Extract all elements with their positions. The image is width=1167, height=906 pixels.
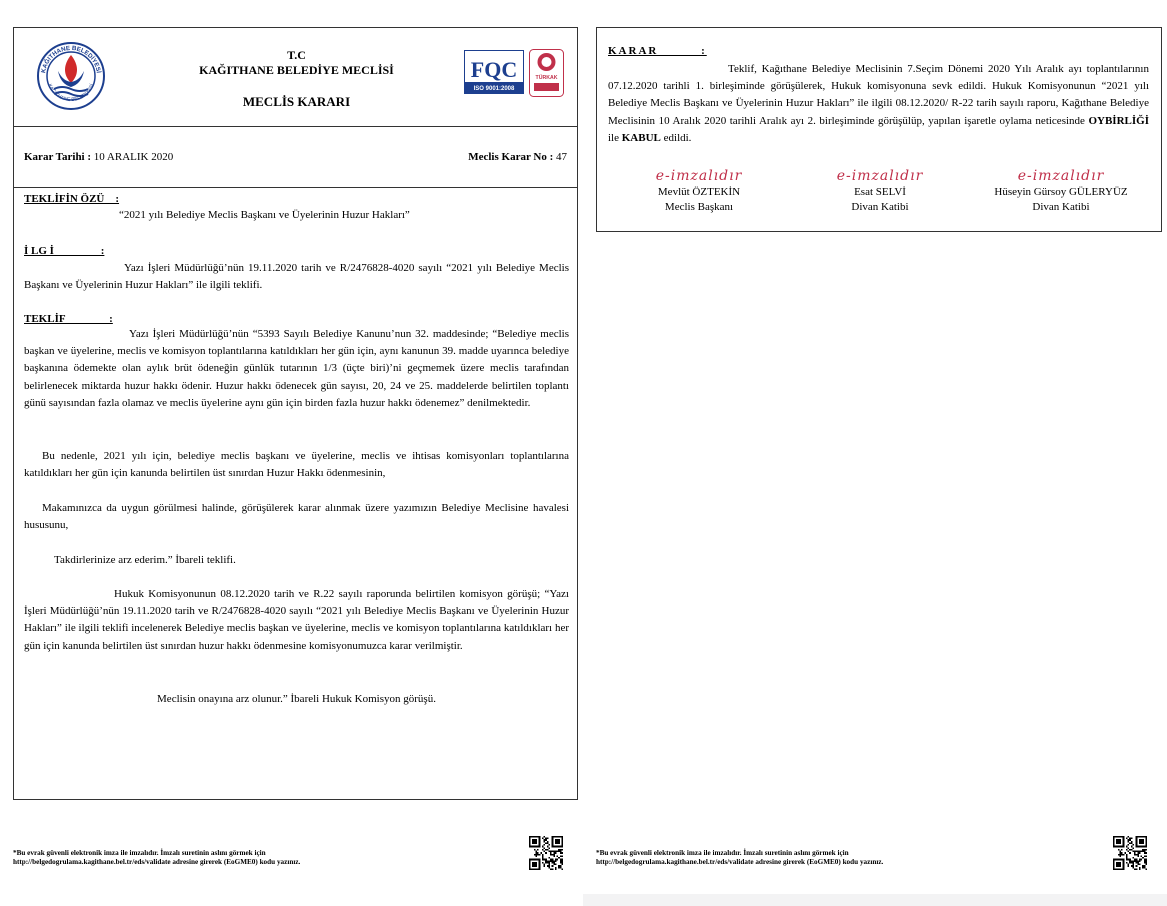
decision-number — [468, 151, 567, 163]
page-2-footer — [596, 849, 883, 867]
ilgi-text: Yazı İşleri Müdürlüğü’nün 19.11.2020 tarih ve R/2476828-4020 sayılı “2021 yılı Belediye Meclis Başkanı ve Üyelerinin Huzur Hakları” ile ilgili teklifi. — [24, 262, 569, 292]
signer-name: Hüseyin Gürsoy GÜLERYÜZ — [994, 186, 1128, 198]
svg-text:FQC: FQC — [470, 57, 518, 82]
decision-date-value: 10 ARALIK 2020 — [91, 151, 174, 163]
svg-text:ISO 9001:2008: ISO 9001:2008 — [473, 86, 515, 92]
footer-notice: *Bu evrak güvenli elektronik imza ile imzalıdır. İmzalı suretinin aslını görmek için — [596, 849, 849, 857]
e-signature-stamp: e-imzalıdır — [655, 168, 743, 184]
e-signature-stamp: e-imzalıdır — [836, 168, 924, 184]
teklif-ozu-text: “2021 yılı Belediye Meclis Başkanı ve Üyelerinin Huzur Hakları” — [119, 209, 410, 221]
decision-number-value: 47 — [553, 151, 567, 163]
karar-text — [608, 61, 1149, 147]
turkak-accreditation-logo — [529, 49, 564, 97]
fqc-certification-logo — [464, 50, 524, 94]
karar-heading: KARAR : — [608, 45, 707, 57]
header-divider — [14, 126, 577, 127]
decision-number-label: Meclis Karar No : — [468, 151, 554, 163]
header-institution: KAĞITHANE BELEDİYE MECLİSİ — [199, 63, 394, 77]
svg-text:KAĞITHANE BELEDİYESİ: KAĞITHANE BELEDİYESİ — [46, 83, 96, 104]
teklif-ozu-heading: TEKLİFİN ÖZÜ : — [24, 193, 120, 205]
signature-block — [609, 169, 789, 215]
footer-notice: *Bu evrak güvenli elektronik imza ile imzalıdır. İmzalı suretinin aslını görmek için — [13, 849, 266, 857]
viewer-bottom-bar — [583, 894, 1167, 906]
decision-date — [24, 151, 173, 163]
footer-validation-link[interactable]: http://belgedogrulama.kagithane.bel.tr/eds/validate adresine girerek (EoGME0) kodu yazınız. — [13, 858, 301, 866]
qr-code-icon — [529, 836, 563, 870]
header-tc: T.C — [287, 48, 306, 62]
footer-validation-link[interactable]: http://belgedogrulama.kagithane.bel.tr/eds/validate adresine girerek (EoGME0) kodu yazınız. — [596, 858, 884, 866]
karar-text-main: Teklif, Kağıthane Belediye Meclisinin 7.Seçim Dönemi 2020 Yılı Aralık ayı toplantılarının 07.12.2020 tarihli 1. birleşiminde görüşülerek, Hukuk komisyonuna sevk edildi. Hukuk Komisyonunun “2021 yılı Belediye Meclis Başkanı ve Üyelerinin Huzur Hakları” ile ilgili 08.12.2020/ R-22 tarih sayılı raporu, Kağıthane Belediye Meclisinin 10 Aralık 2020 tarihli Aralık ayı 2. birleşiminde görüşülüp, yapılan işaretle oylama neticesinde — [608, 63, 1149, 127]
page-1-footer — [13, 849, 300, 867]
meta-divider — [14, 187, 577, 188]
teklif-paragraph-6: Meclisin onayına arz olunur.” İbareli Hukuk Komisyon görüşü. — [157, 693, 436, 705]
karar-accepted: KABUL — [621, 131, 661, 144]
teklif-heading: TEKLİF : — [24, 313, 113, 325]
teklif-paragraph-3: Makamınızca da uygun görülmesi halinde, görüşülerek karar alınmak üzere yazımızın Belediye Meclisine havalesi hususunu, — [24, 502, 569, 532]
decision-date-label: Karar Tarihi : — [24, 151, 92, 163]
signer-name: Esat SELVİ — [854, 186, 906, 198]
teklif-paragraph-2: Bu nedenle, 2021 yılı için, belediye meclis başkanı ve üyelerine, meclis ve ihtisas komisyonları toplantılarına katıldıkları her gün için kanunda belirtilen üst sınırdan Huzur Hakkı ödenmesinin, — [24, 450, 569, 480]
svg-text:TÜRKAK: TÜRKAK — [535, 75, 558, 81]
signature-block — [971, 169, 1151, 215]
karar-text-end: edildi. — [660, 131, 692, 144]
document-title: MECLİS KARARI — [242, 94, 351, 109]
municipality-seal-logo — [36, 41, 106, 111]
svg-text:KAĞITHANE BELEDİYESİ: KAĞITHANE BELEDİYESİ — [40, 44, 102, 74]
signer-role: Divan Katibi — [851, 201, 909, 213]
teklif-paragraph-4: Takdirlerinize arz ederim.” İbareli teklifi. — [54, 554, 236, 566]
decision-page-2 — [596, 27, 1162, 232]
ilgi-heading: İ LG İ : — [24, 245, 105, 257]
karar-text-ile: ile — [608, 131, 622, 144]
signature-block — [790, 169, 970, 215]
signer-role: Divan Katibi — [1032, 201, 1090, 213]
e-signature-stamp: e-imzalıdır — [1017, 168, 1105, 184]
signer-name: Mevlüt ÖZTEKİN — [657, 186, 741, 198]
teklif-paragraph-5: Hukuk Komisyonunun 08.12.2020 tarih ve R.22 sayılı raporunda belirtilen komisyon görüşü; “Yazı İşleri Müdürlüğü’nün 19.11.2020 tarih ve R/2476828-4020 sayılı “2021 yılı Belediye Meclis Başkanı ve Üyelerinin Huzur Hakları” ile ilgili teklifi incelenerek Belediye meclis başkan ve üyelerine, meclis ve komisyon toplantılarına katıldıkları her gün için kanunda belirtilen üst sınırdan huzur hakkı ödenmesine komisyonumuzca karar verilmiştir. — [24, 588, 569, 652]
qr-code-icon — [1113, 836, 1147, 870]
signer-role: Meclis Başkanı — [664, 201, 734, 213]
decision-page-1 — [13, 27, 578, 800]
teklif-paragraph-1: Yazı İşleri Müdürlüğü’nün “5393 Sayılı Belediye Kanunu’nun 32. maddesinde; “Belediye meclis başkan ve üyelerine, meclis ve komisyon toplantılarına katıldıkları her gün için, aynı kanunun 39. madde uyarınca belediye başkanına ödemekte olan aylık brüt ödeneğin günlük tutarının 1/3 (üçte biri)’ni geçmemek üzere meclis tarafından belirlenecek miktarda huzur hakkı ödenir. Huzur hakkı ödenecek gün sayısı, 20, 24 ve 25. maddelerde belirtilen toplantı günü sayısından fazla olamaz ve meclis üyelerine aynı gün için birden fazla huzur hakkı ödenemez” denilmektedir. — [24, 328, 569, 409]
karar-unanimous: OYBİRLİĞİ — [1088, 114, 1149, 127]
